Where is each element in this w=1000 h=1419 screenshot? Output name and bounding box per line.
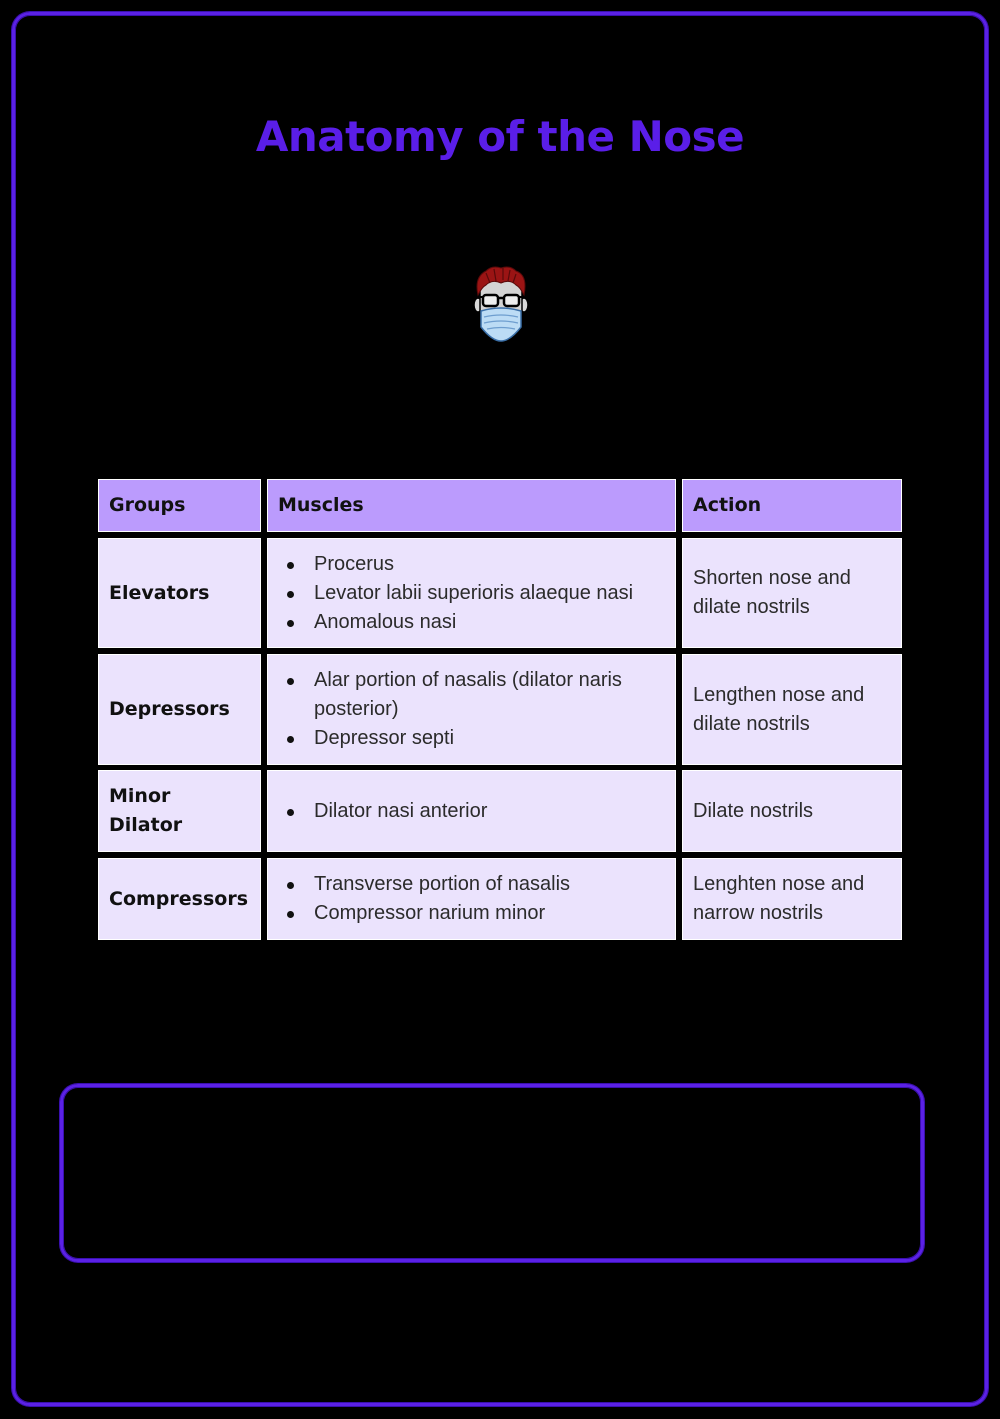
list-item: Depressor septi (314, 724, 665, 753)
list-item: Procerus (314, 550, 633, 579)
table-row-action-cell: Lengthen nose and dilate nostrils (682, 654, 902, 765)
muscle-list (278, 666, 665, 753)
table-row-group-cell: Minor Dilator (98, 770, 261, 852)
list-item: Levator labii superioris alaeque nasi (314, 579, 633, 608)
list-item: Alar portion of nasalis (dilator naris posterior) (314, 666, 665, 724)
notes-box (60, 1084, 924, 1262)
header-action: Action (682, 479, 902, 532)
list-item: Compressor narium minor (314, 899, 570, 928)
table-row-muscles-cell (267, 654, 676, 765)
muscle-list (278, 550, 633, 637)
table-row-muscles-cell (267, 538, 676, 648)
header-muscles: Muscles (267, 479, 676, 532)
muscle-list (278, 797, 487, 826)
list-item: Transverse portion of nasalis (314, 870, 570, 899)
header-groups: Groups (98, 479, 261, 532)
masked-doctor-avatar-icon (470, 265, 532, 345)
page-title: Anatomy of the Nose (255, 112, 745, 161)
table-row-group-cell: Depressors (98, 654, 261, 765)
table-row-group-cell: Compressors (98, 858, 261, 940)
table-row-action-cell: Lenghten nose and narrow nostrils (682, 858, 902, 940)
table-row-action-cell: Dilate nostrils (682, 770, 902, 852)
table-row-group-cell: Elevators (98, 538, 261, 648)
list-item: Anomalous nasi (314, 608, 633, 637)
list-item: Dilator nasi anterior (314, 797, 487, 826)
table-row-action-cell: Shorten nose and dilate nostrils (682, 538, 902, 648)
table-row-muscles-cell (267, 770, 676, 852)
muscle-list (278, 870, 570, 928)
table-row-muscles-cell (267, 858, 676, 940)
